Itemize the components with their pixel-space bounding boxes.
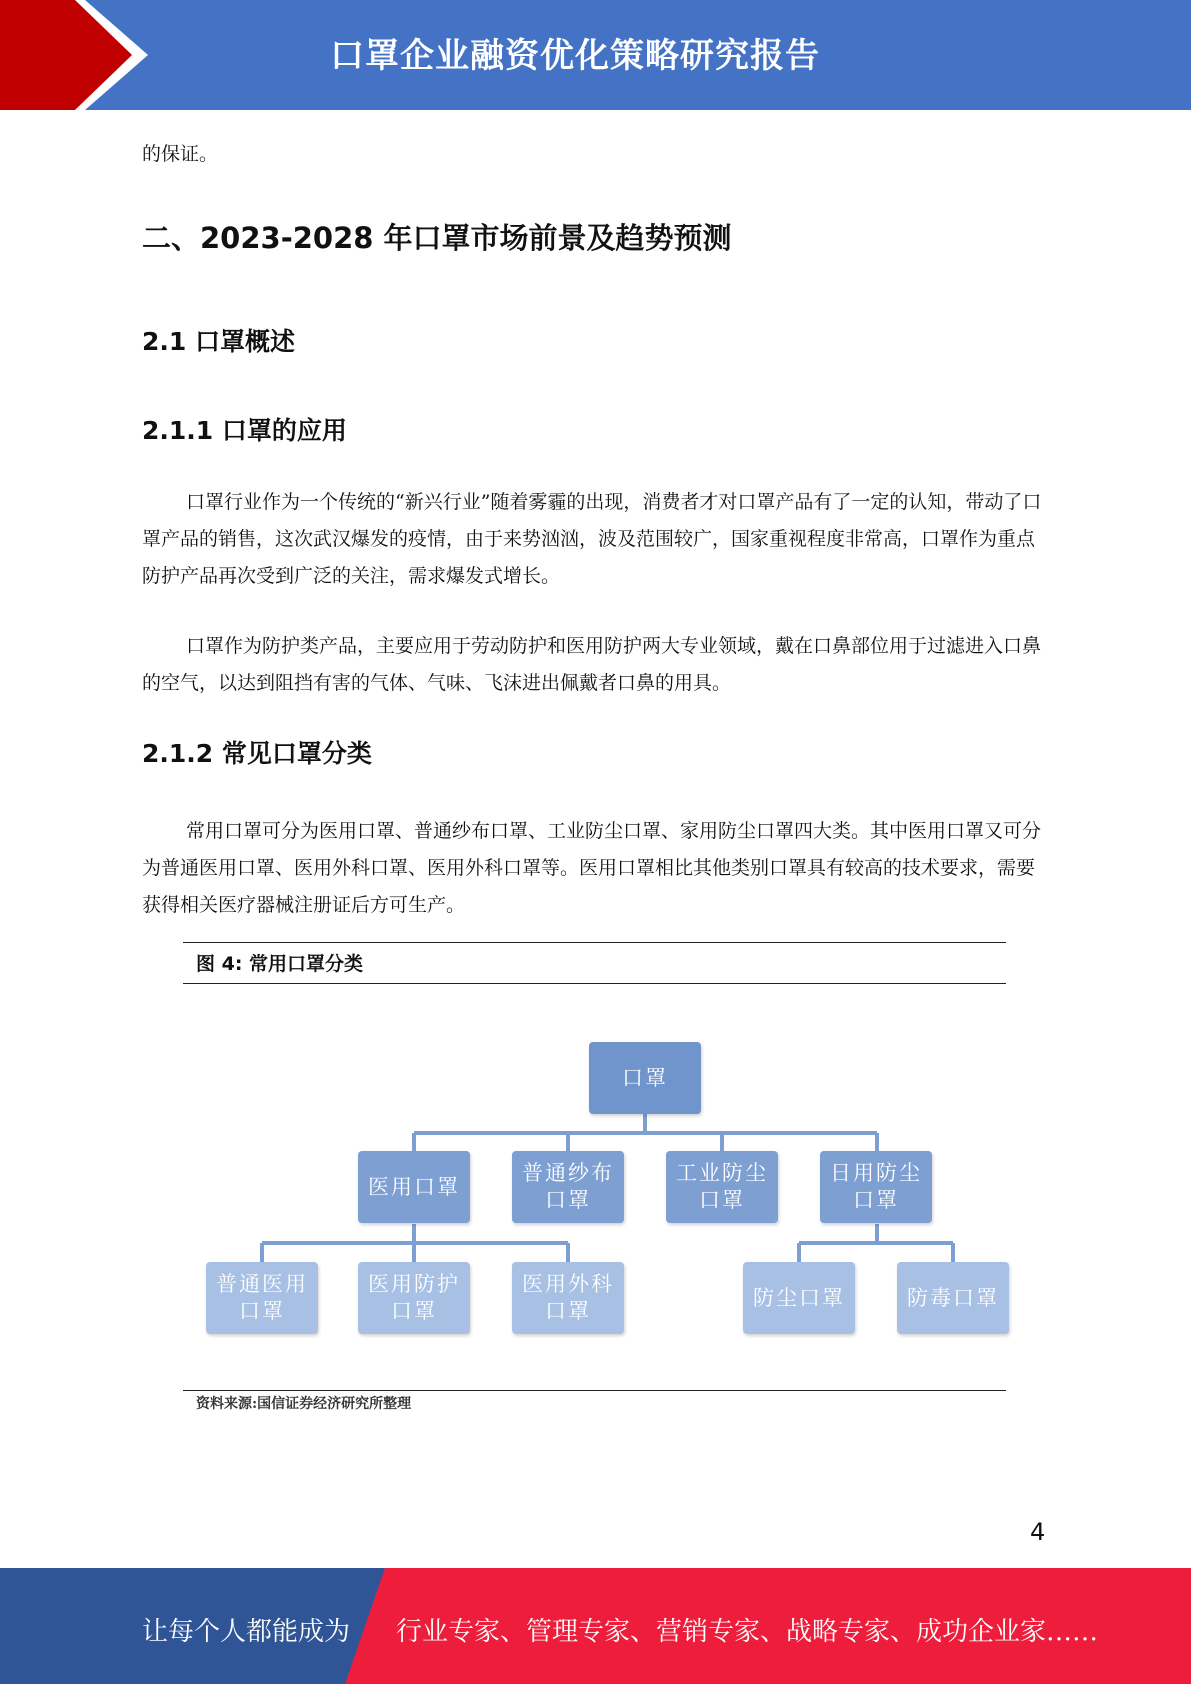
paragraph-application: 口罩行业作为一个传统的“新兴行业”随着雾霾的出现，消费者才对口罩产品有了一定的认知，带动了口罩产品的销售，这次武汉爆发的疫情，由于来势汹汹，波及范围较广，国家重视程度非常高，口罩作为重点防护产品再次受到广泛的关注，需求爆发式增长。 bbox=[142, 491, 1042, 587]
org-node-medical-surgical: 医用外科口罩 bbox=[512, 1262, 624, 1334]
subsubsection-title-application: 2.1.1 口罩的应用 bbox=[142, 416, 347, 445]
org-node-industrial-mask: 工业防尘口罩 bbox=[666, 1151, 778, 1223]
subsection-title: 2.1 口罩概述 bbox=[142, 327, 295, 356]
subsubsection-title-classification: 2.1.2 常见口罩分类 bbox=[142, 739, 372, 768]
org-node-gauze-mask: 普通纱布口罩 bbox=[512, 1151, 624, 1223]
paragraph-classification: 常用口罩可分为医用口罩、普通纱布口罩、工业防尘口罩、家用防尘口罩四大类。其中医用口罩又可分为普通医用口罩、医用外科口罩、医用外科口罩等。医用口罩相比其他类别口罩具有较高的技术要求，需要获得相关医疗器械注册证后方可生产。 bbox=[142, 820, 1042, 916]
footer-slogan-right: 行业专家、管理专家、营销专家、战略专家、成功企业家…… bbox=[396, 1617, 1099, 1647]
figure-caption: 图 4: 常用口罩分类 bbox=[196, 953, 364, 975]
org-node-dust-mask: 防尘口罩 bbox=[743, 1262, 855, 1334]
org-node-gas-mask: 防毒口罩 bbox=[897, 1262, 1009, 1334]
org-node-medical-mask: 医用口罩 bbox=[358, 1151, 470, 1223]
figure-source: 资料来源:国信证券经济研究所整理 bbox=[196, 1396, 412, 1412]
page-number: 4 bbox=[1030, 1518, 1046, 1546]
org-node-ordinary-medical: 普通医用口罩 bbox=[206, 1262, 318, 1334]
org-node-medical-protective: 医用防护口罩 bbox=[358, 1262, 470, 1334]
footer-slogan-left: 让每个人都能成为 bbox=[142, 1617, 351, 1647]
org-node-daily-mask: 日用防尘口罩 bbox=[820, 1151, 932, 1223]
paragraph-protection: 口罩作为防护类产品，主要应用于劳动防护和医用防护两大专业领域，戴在口鼻部位用于过滤进入口鼻的空气，以达到阻挡有害的气体、气味、飞沫进出佩戴者口鼻的用具。 bbox=[142, 635, 1042, 694]
section-title: 二、2023-2028 年口罩市场前景及趋势预测 bbox=[142, 221, 732, 255]
lead-text: 的保证。 bbox=[142, 143, 219, 165]
report-title: 口罩企业融资优化策略研究报告 bbox=[330, 36, 820, 76]
figure-bottom-rule bbox=[183, 1390, 1006, 1391]
org-node-root: 口罩 bbox=[589, 1042, 701, 1114]
